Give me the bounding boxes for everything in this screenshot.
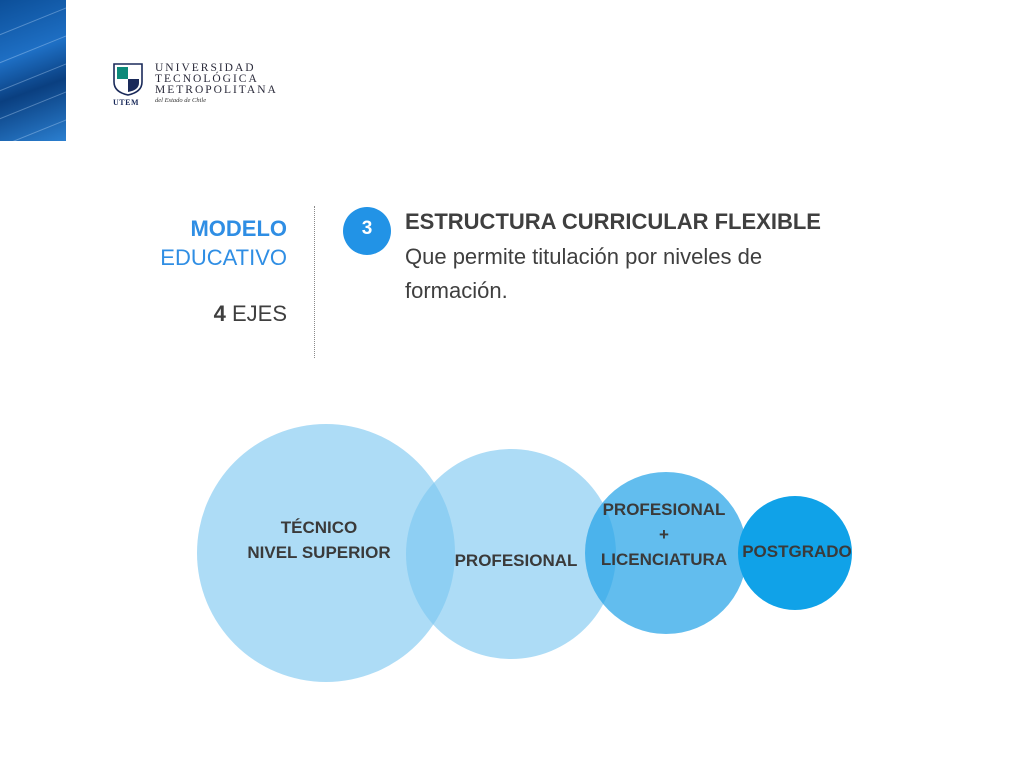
ejes-number: 4 [213, 301, 226, 326]
level-circle-licenciatura [585, 472, 747, 634]
ejes-label: EJES [231, 301, 287, 326]
utem-logo [112, 62, 292, 110]
corner-header-image [0, 0, 66, 141]
level-label: TÉCNICO NIVEL SUPERIOR [247, 518, 391, 562]
level-label: PROFESIONAL + LICENCIATURA [600, 499, 728, 569]
axis-description: Que permite titulación por niveles de formación. [405, 244, 763, 303]
section-title [160, 214, 287, 328]
logo-acronym: UTEM [113, 98, 139, 107]
logo-subtitle: del Estado de Chile [155, 97, 207, 104]
ejes-count [160, 300, 287, 328]
axis-title: ESTRUCTURA CURRICULAR FLEXIBLE [405, 209, 821, 234]
axis-number-badge: 3 [343, 207, 391, 255]
title-educativo: EDUCATIVO [160, 245, 287, 270]
shield-icon [112, 62, 144, 96]
level-label: PROFESIONAL [454, 550, 578, 570]
level-circle-postgrado [738, 496, 852, 610]
level-label: POSTGRADO [742, 541, 852, 561]
title-modelo: MODELO [190, 216, 287, 241]
dotted-divider [314, 206, 315, 358]
logo-university-name: UNIVERSIDAD TECNOLÓGICA METROPOLITANA [155, 62, 278, 96]
